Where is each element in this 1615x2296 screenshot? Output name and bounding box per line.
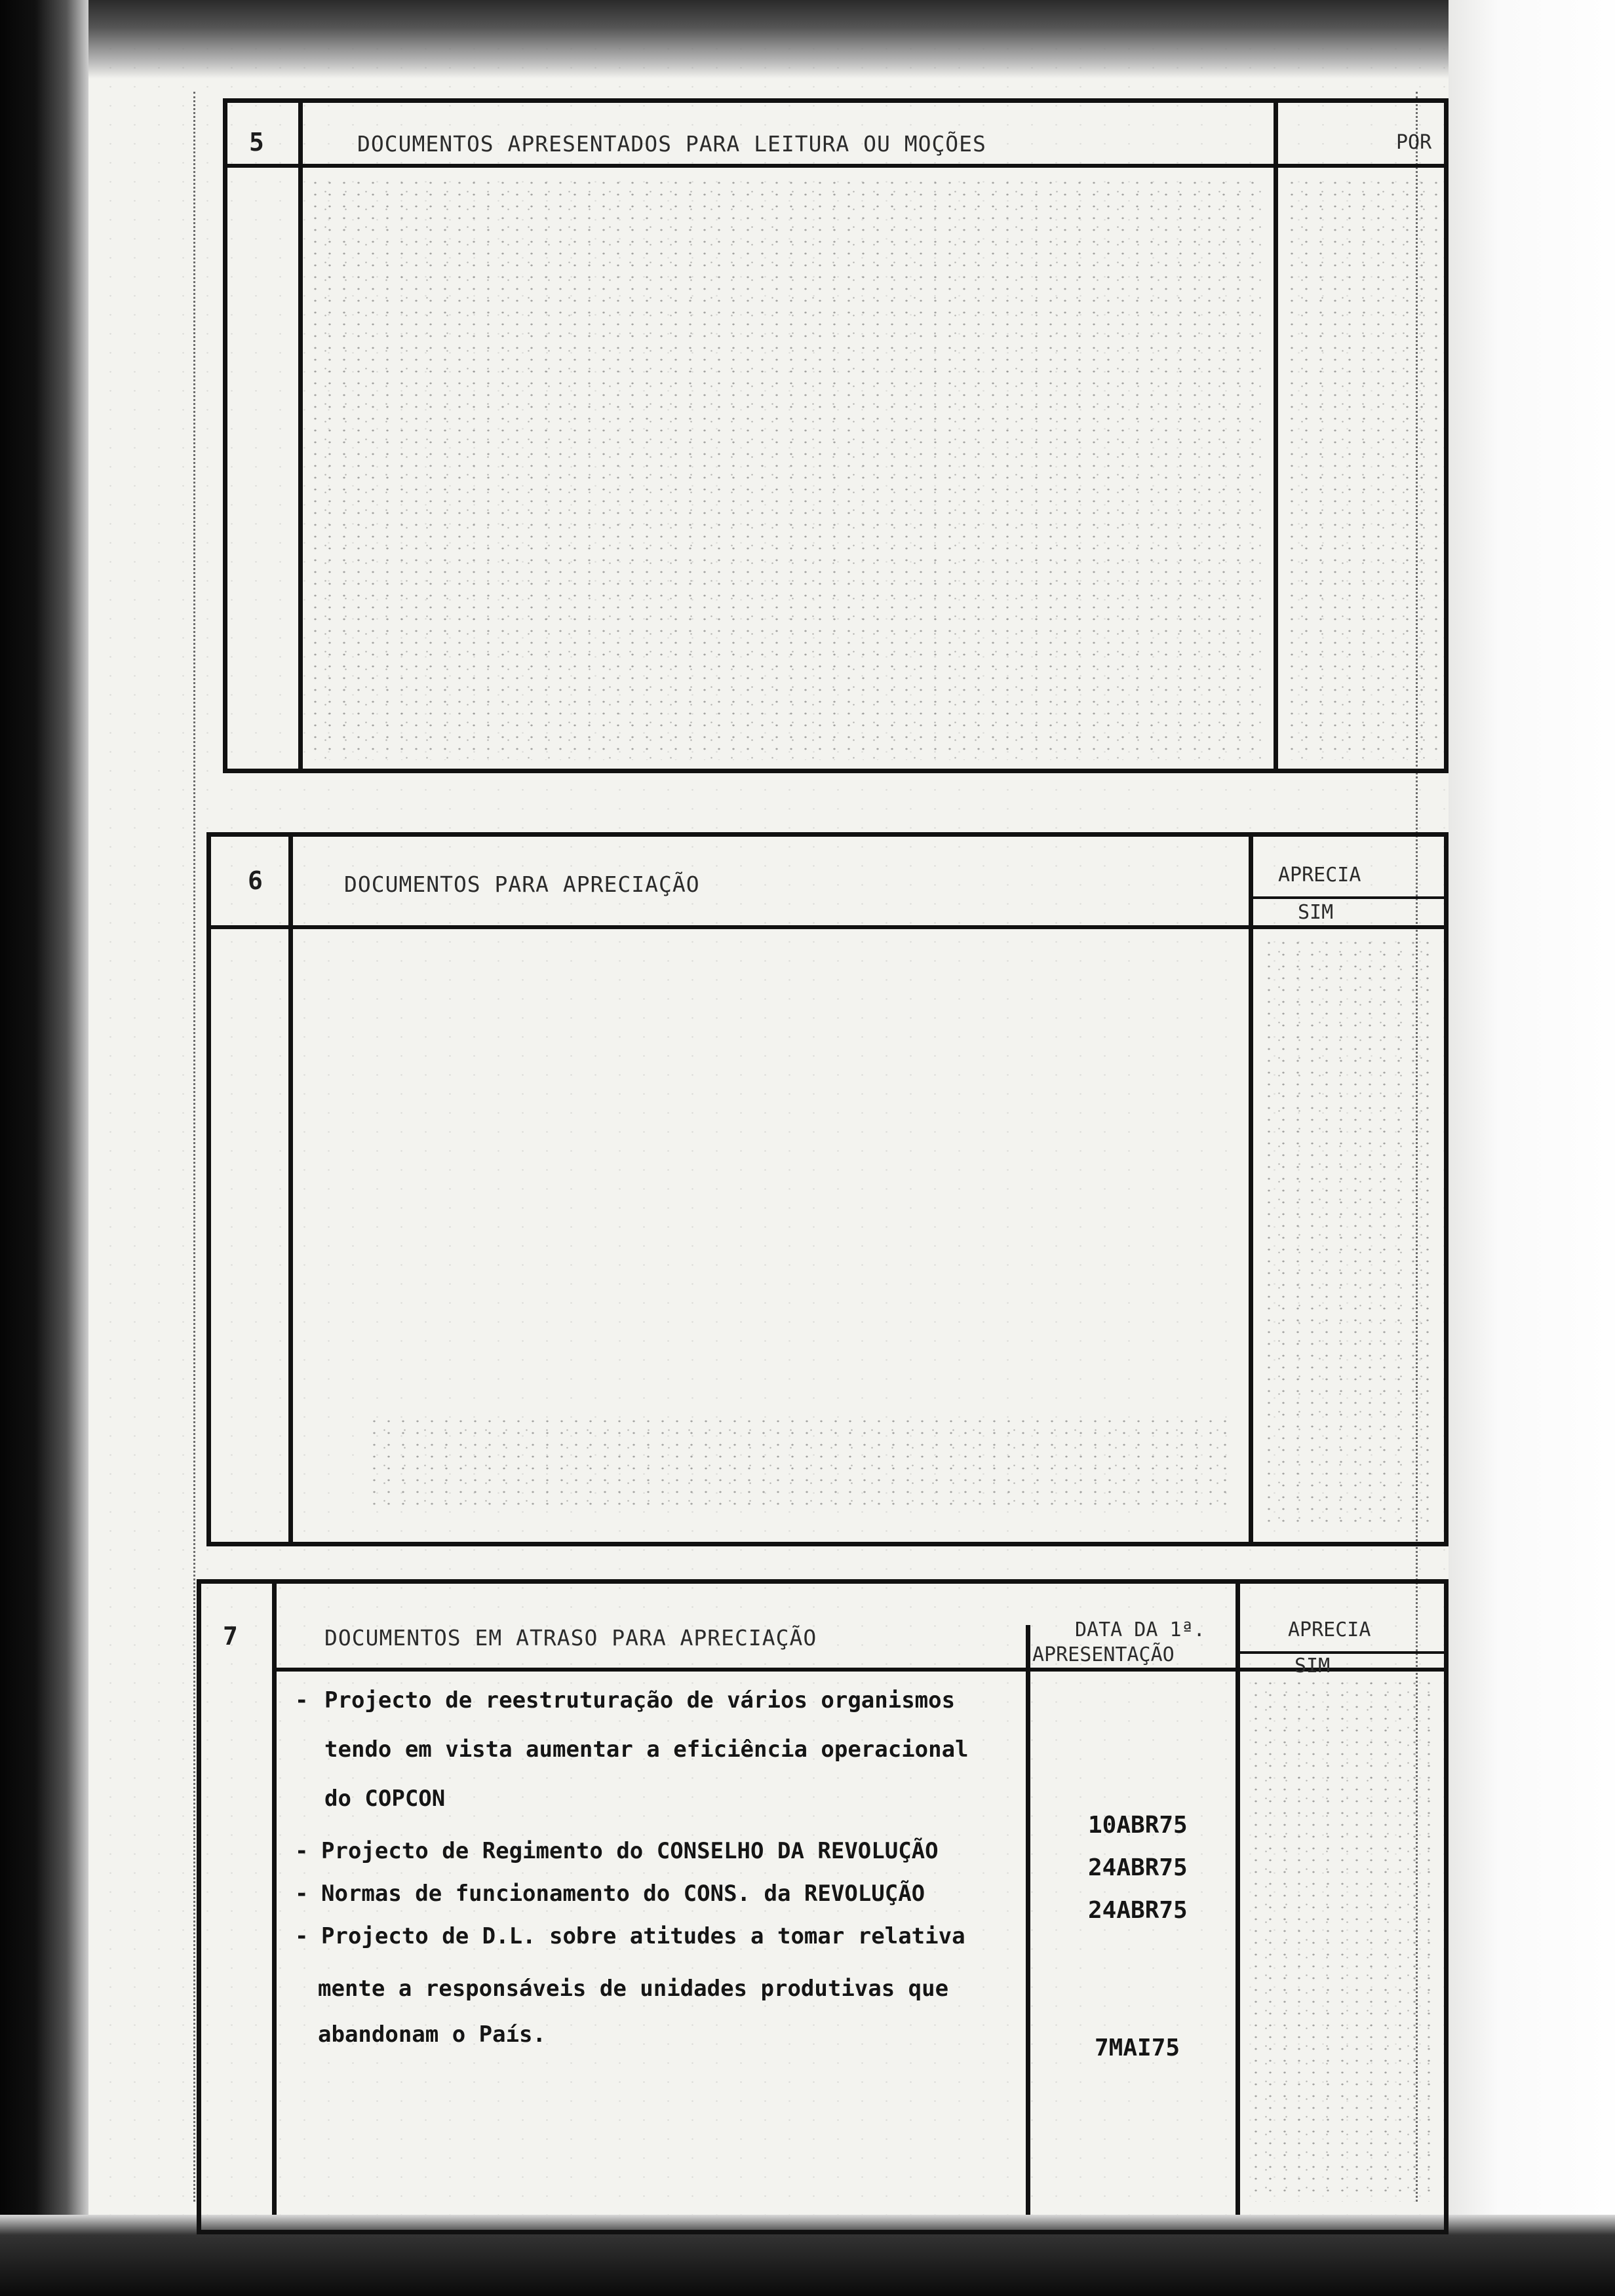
item-2-bullet: - [295,1838,309,1864]
item-1-line-1: Projecto de reestruturação de vários organismos [324,1687,956,1713]
item-3-line-1: Normas de funcionamento do CONS. da REVOLUÇÃO [321,1881,925,1907]
section-7-number-divider [272,1579,277,2215]
section-6-faded-footer [367,1415,1232,1514]
item-4-bullet: - [295,1923,309,1949]
item-2-line-1: Projecto de Regimento do CONSELHO DA REVOLUÇÃO [321,1838,939,1864]
item-3-bullet: - [295,1881,309,1907]
section-5-side-divider [1274,98,1278,773]
date-item-2: 24ABR75 [1088,1854,1188,1881]
section-7-side-faded-content [1249,1677,1439,2202]
section-5-side-header: POR [1396,131,1432,154]
section-7-date-divider [1026,1625,1030,2215]
section-6-header-rule [206,925,1449,929]
section-6-side-sub-rule [1253,896,1449,899]
margin-guide-left [193,92,195,2202]
section-6-side-header: APRECIA [1278,864,1361,887]
section-7-date-header-line1: DATA DA 1ª. [1075,1618,1205,1641]
item-1-bullet: - [295,1687,309,1713]
section-7-number: 7 [223,1622,238,1651]
section-7-date-header-line2: APRESENTAÇÃO [1032,1643,1175,1666]
scan-right-margin [1449,0,1615,2215]
item-1-line-2: tendo em vista aumentar a eficiência operacional [324,1736,969,1763]
section-5-faded-content [308,177,1265,760]
section-7-side-divider [1236,1579,1240,2215]
section-6-side-sub: SIM [1298,901,1334,924]
section-7-side-header: APRECIA [1288,1618,1371,1641]
date-item-4: 7MAI75 [1095,2035,1180,2061]
section-6-side-divider [1249,832,1253,1546]
item-4-line-2: mente a responsáveis de unidades produtivas que [318,1976,949,2002]
section-5-header-rule [223,164,1449,168]
section-5-header: DOCUMENTOS APRESENTADOS PARA LEITURA OU MOÇÕES [357,131,986,157]
section-5-side-faded-content [1285,177,1442,760]
date-item-3: 24ABR75 [1088,1897,1188,1924]
section-6-header: DOCUMENTOS PARA APRECIAÇÃO [344,871,700,897]
date-item-1: 10ABR75 [1088,1812,1188,1839]
section-6-number: 6 [248,866,263,895]
item-4-line-1: Projecto de D.L. sobre atitudes a tomar relativa [321,1923,965,1949]
section-6-number-divider [288,832,293,1546]
item-1-line-3: do COPCON [324,1786,446,1812]
section-7-side-sub: SIM [1294,1655,1331,1677]
section-7-side-sub-rule [1240,1651,1449,1654]
section-7-header-rule [272,1668,1449,1672]
section-7-header: DOCUMENTOS EM ATRASO PARA APRECIAÇÃO [324,1625,817,1651]
section-6-side-faded-content [1262,937,1439,1527]
item-4-line-3: abandonam o País. [318,2021,546,2048]
section-5-number: 5 [249,128,264,157]
section-5-number-divider [298,98,303,773]
scan-left-edge [0,0,88,2296]
